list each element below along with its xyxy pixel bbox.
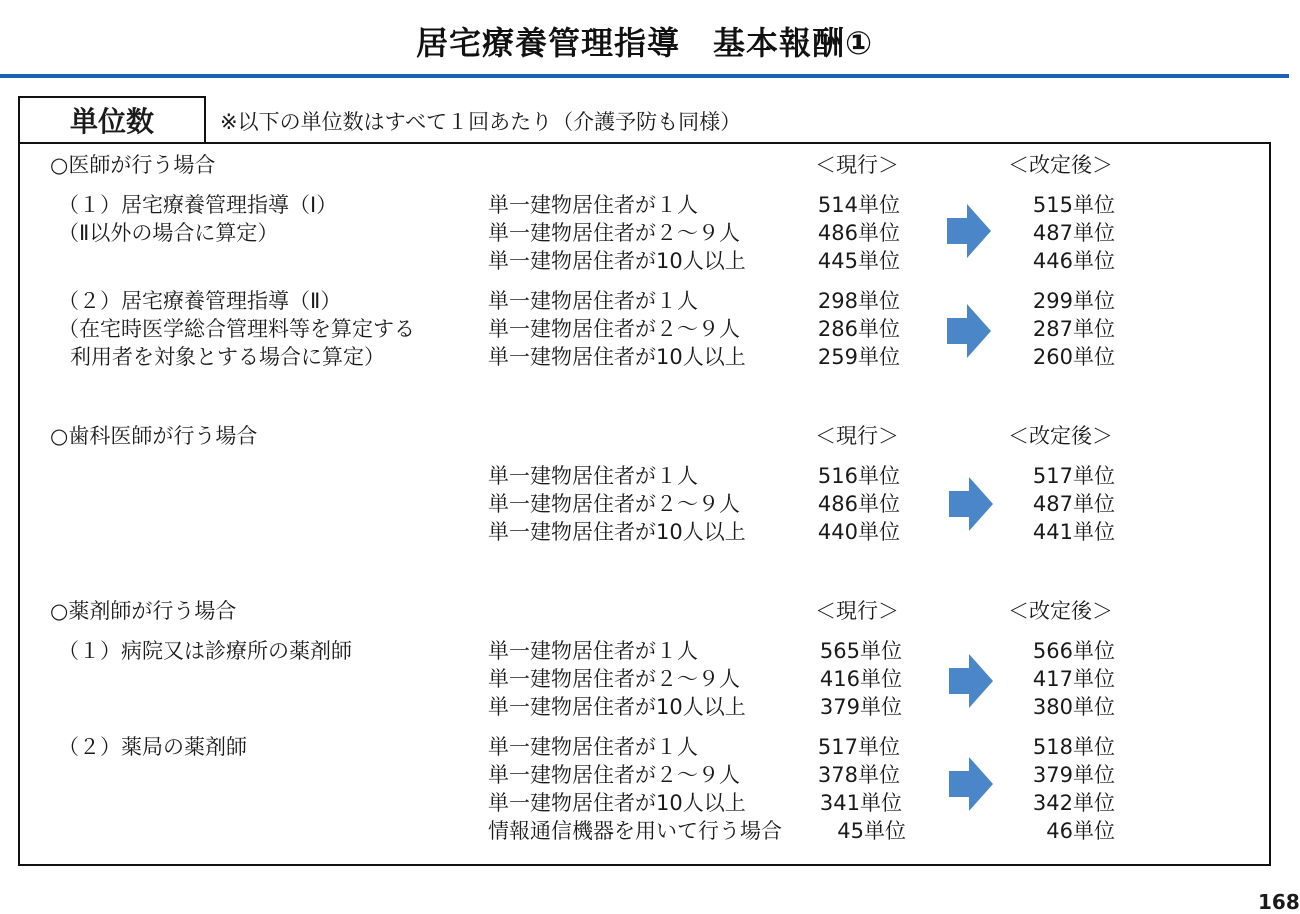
doctor-item1-note: （Ⅱ以外の場合に算定）: [58, 221, 279, 245]
row-label: 単一建物居住者が10人以上: [488, 791, 746, 815]
row-current: 416単位: [819, 667, 902, 691]
unit-label-box: [18, 96, 206, 144]
main-content-box: [18, 142, 1271, 866]
doctor-item1-title: （１）居宅療養管理指導（Ⅰ）: [58, 193, 338, 217]
row-current: 440単位: [817, 520, 900, 544]
row-label: 単一建物居住者が10人以上: [488, 695, 746, 719]
doctor-item2-note: 利用者を対象とする場合に算定）: [70, 345, 385, 369]
row-current: 259単位: [817, 345, 900, 369]
row-current: 516単位: [817, 464, 900, 488]
row-revised: 417単位: [1032, 667, 1115, 691]
row-current: 486単位: [817, 492, 900, 516]
row-label: 単一建物居住者が２～９人: [488, 221, 740, 245]
doctor-item2-title: （２）居宅療養管理指導（Ⅱ）: [58, 289, 342, 313]
row-revised: 566単位: [1032, 639, 1115, 663]
row-current: 378単位: [817, 763, 900, 787]
row-label: 単一建物居住者が10人以上: [488, 249, 746, 273]
row-revised: 487単位: [1032, 221, 1115, 245]
doctor-column-revised: ＜改定後＞: [1008, 153, 1113, 177]
row-revised: 260単位: [1032, 345, 1115, 369]
pharmacist-column-revised: ＜改定後＞: [1008, 599, 1113, 623]
row-label: 単一建物居住者が２～９人: [488, 763, 740, 787]
row-label: 単一建物居住者が１人: [488, 735, 698, 759]
row-label: 単一建物居住者が１人: [488, 464, 698, 488]
pharmacist-heading: ○薬剤師が行う場合: [50, 599, 237, 623]
page-number: 168: [1258, 890, 1300, 914]
doctor-heading: ○医師が行う場合: [50, 153, 216, 177]
row-current: 45単位: [837, 819, 906, 843]
arrow-right-icon: [949, 654, 993, 708]
doctor-item2-note: （在宅時医学総合管理料等を算定する: [58, 317, 415, 341]
pharmacist-item2-title: （２）薬局の薬剤師: [58, 735, 247, 759]
row-revised: 518単位: [1032, 735, 1115, 759]
pharmacist-column-current: ＜現行＞: [815, 599, 899, 623]
doctor-column-current: ＜現行＞: [815, 153, 899, 177]
row-label: 単一建物居住者が10人以上: [488, 520, 746, 544]
row-label: 単一建物居住者が１人: [488, 289, 698, 313]
arrow-right-icon: [949, 757, 993, 811]
row-current: 445単位: [817, 249, 900, 273]
row-current: 341単位: [819, 791, 902, 815]
row-label: 単一建物居住者が２～９人: [488, 492, 740, 516]
unit-note: ※以下の単位数はすべて１回あたり（介護予防も同様）: [220, 110, 742, 134]
row-current: 517単位: [817, 735, 900, 759]
arrow-right-icon: [947, 204, 991, 258]
row-revised: 515単位: [1032, 193, 1115, 217]
row-revised: 46単位: [1046, 819, 1115, 843]
row-current: 486単位: [817, 221, 900, 245]
row-label: 単一建物居住者が２～９人: [488, 317, 740, 341]
dentist-heading: ○歯科医師が行う場合: [50, 424, 258, 448]
row-revised: 299単位: [1032, 289, 1115, 313]
dentist-column-current: ＜現行＞: [815, 424, 899, 448]
page-title: 居宅療養管理指導 基本報酬①: [415, 24, 874, 62]
arrow-right-icon: [947, 304, 991, 358]
row-revised: 487単位: [1032, 492, 1115, 516]
row-revised: 342単位: [1032, 791, 1115, 815]
row-current: 514単位: [817, 193, 900, 217]
row-label: 情報通信機器を用いて行う場合: [488, 819, 782, 843]
row-label: 単一建物居住者が２～９人: [488, 667, 740, 691]
arrow-right-icon: [949, 477, 993, 531]
unit-label: 単位数: [69, 105, 154, 138]
row-revised: 446単位: [1032, 249, 1115, 273]
row-current: 298単位: [817, 289, 900, 313]
row-revised: 380単位: [1032, 695, 1115, 719]
row-current: 286単位: [817, 317, 900, 341]
row-label: 単一建物居住者が10人以上: [488, 345, 746, 369]
row-label: 単一建物居住者が１人: [488, 639, 698, 663]
pharmacist-item1-title: （１）病院又は診療所の薬剤師: [58, 639, 352, 663]
row-current: 379単位: [819, 695, 902, 719]
row-revised: 287単位: [1032, 317, 1115, 341]
row-revised: 441単位: [1032, 520, 1115, 544]
title-underline: [0, 74, 1289, 78]
row-label: 単一建物居住者が１人: [488, 193, 698, 217]
dentist-column-revised: ＜改定後＞: [1008, 424, 1113, 448]
row-revised: 517単位: [1032, 464, 1115, 488]
row-current: 565単位: [819, 639, 902, 663]
row-revised: 379単位: [1032, 763, 1115, 787]
